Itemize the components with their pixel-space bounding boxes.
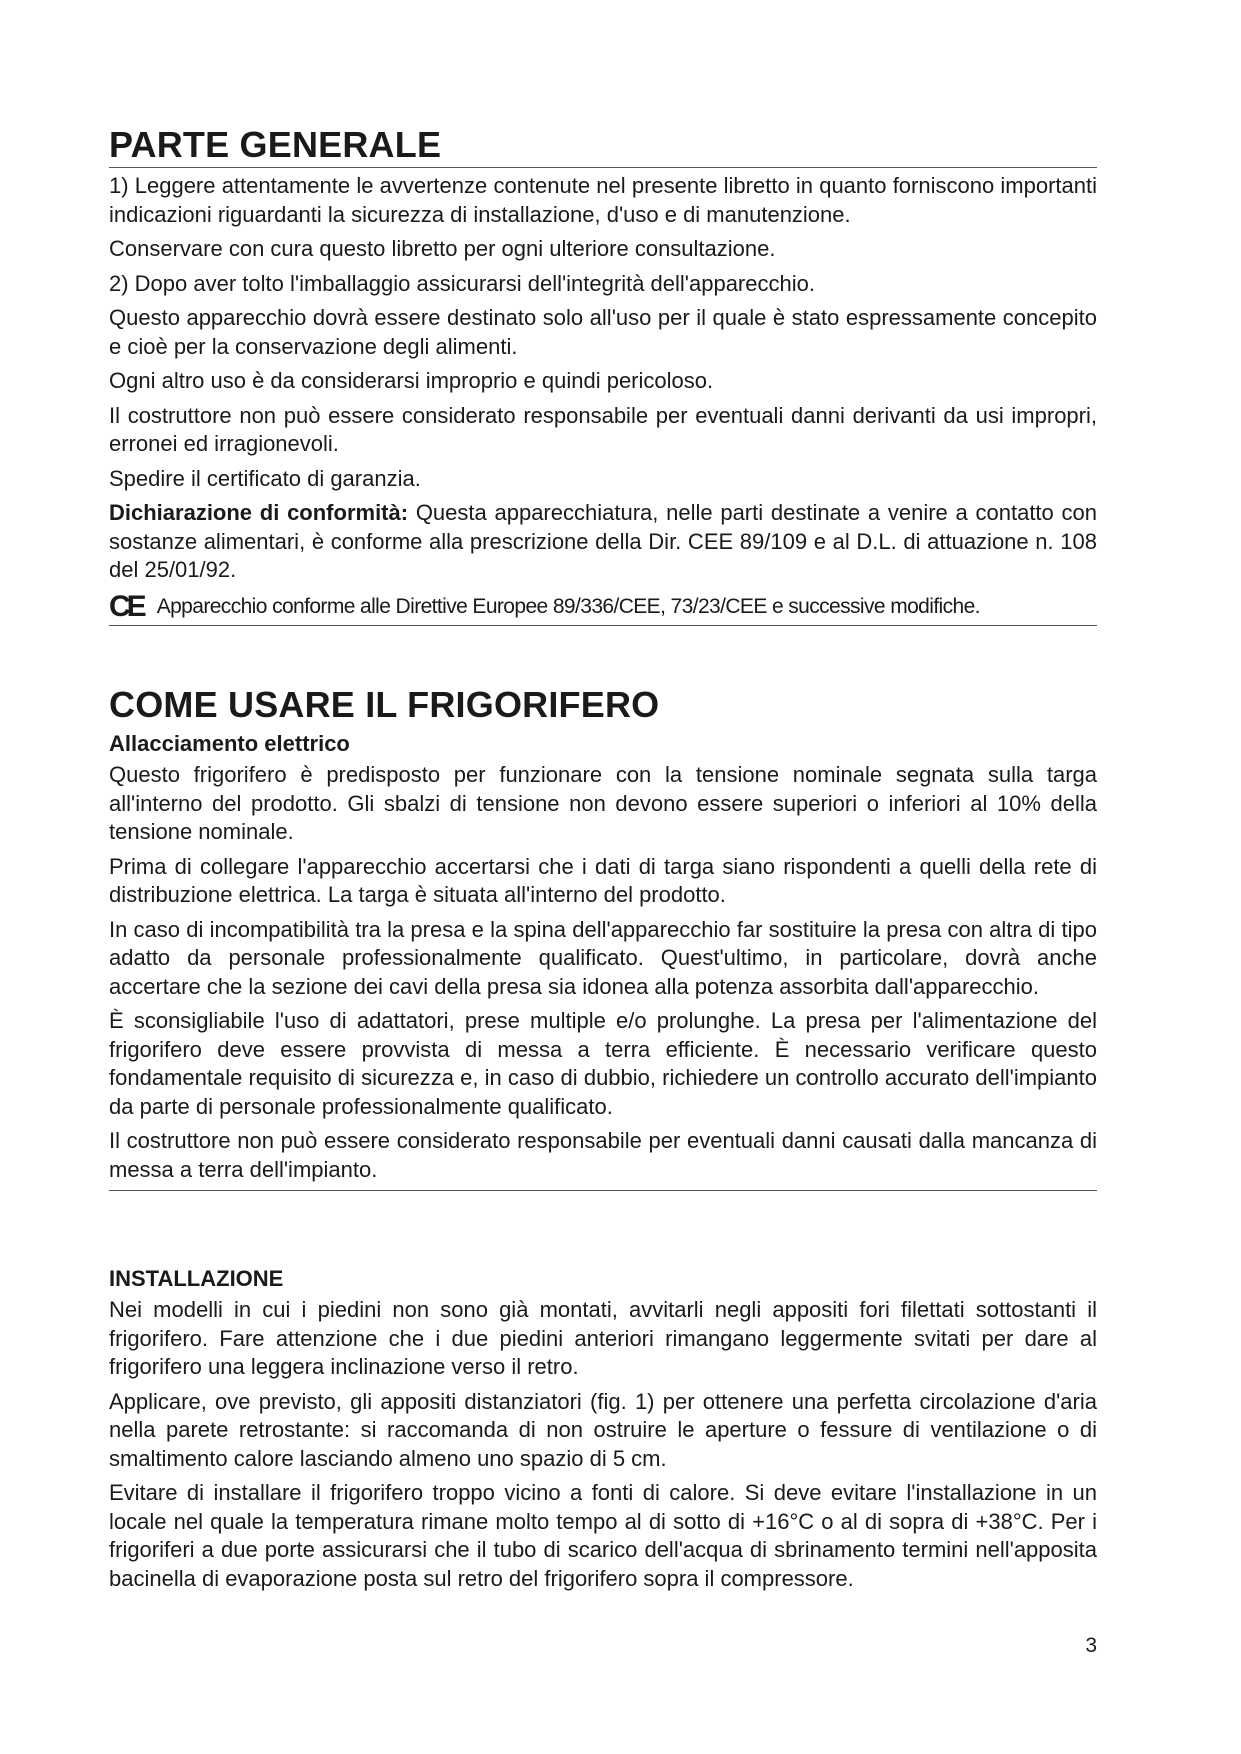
conformity-text: Questa apparecchiatura, nelle parti destinate a venire a contatto con sostanze alimentari, è conforme alla prescrizione della Dir. CEE 89/109 e al D.L. di attuazione n. 108 del 25/01/92. <box>109 500 1097 582</box>
paragraph: Evitare di installare il frigorifero troppo vicino a fonti di calore. Si deve evitare l'installazione in un locale nel quale la temperatura rimane molto tempo al di sotto di +16°C o al di sopra di +38°C. Per i frigoriferi a due porte assicurarsi che il tubo di scarico dell'acqua di sbrinamento termini nell'apposita bacinella di evaporazione posta sul retro del frigorifero sopra il compressore. <box>109 1480 1097 1591</box>
conformity-declaration <box>109 499 1097 585</box>
paragraph: Applicare, ove previsto, gli appositi distanziatori (fig. 1) per ottenere una perfetta circolazione d'aria nella parete retrostante: si raccomanda di non ostruire le aperture o fessure di ventilazione o di smaltimento calore lasciando almeno uno spazio di 5 cm. <box>109 1388 1097 1471</box>
paragraph: Questo apparecchio dovrà essere destinato solo all'uso per il quale è stato espressamente concepito e cioè per la conservazione degli alimenti. <box>109 305 1097 359</box>
paragraph: Conservare con cura questo libretto per ogni ulteriore consultazione. <box>109 236 776 261</box>
ce-declaration <box>109 591 1097 626</box>
paragraph: Questo frigorifero è predisposto per funzionare con la tensione nominale segnata sulla targa all'interno del prodotto. Gli sbalzi di tensione non devono essere superiori o inferiori al 10% della tensione nominale. <box>109 762 1097 844</box>
ce-text: Apparecchio conforme alle Direttive Europee 89/336/CEE, 73/23/CEE e successive modifiche. <box>156 594 980 618</box>
ce-mark-icon: CE <box>109 589 143 623</box>
page-number: 3 <box>1085 1634 1097 1657</box>
paragraph: Il costruttore non può essere considerato responsabile per eventuali danni derivanti da usi impropri, erronei ed irragionevoli. <box>109 402 1097 456</box>
section-title: COME USARE IL FRIGORIFERO <box>109 684 660 725</box>
paragraph: 1) Leggere attentamente le avvertenze contenute nel presente libretto in quanto forniscono importanti indicazioni riguardanti la sicurezza di installazione, d'uso e di manutenzione. <box>109 173 1097 227</box>
paragraph: Ogni altro uso è da considerarsi improprio e quindi pericoloso. <box>109 368 714 393</box>
section-come-usare <box>109 684 1097 1197</box>
conformity-label: Dichiarazione di conformità: <box>109 500 409 525</box>
paragraph: 2) Dopo aver tolto l'imballaggio assicurarsi dell'integrità dell'apparecchio. <box>109 270 815 296</box>
section-parte-generale <box>109 124 1097 626</box>
paragraph: Spedire il certificato di garanzia. <box>109 465 421 491</box>
paragraph: Prima di collegare l'apparecchio accertarsi che i dati di targa siano rispondenti a quelli della rete di distribuzione elettrica. La targa è situata all'interno del prodotto. <box>109 853 1097 907</box>
paragraph: In caso di incompatibilità tra la presa e la spina dell'apparecchio far sostituire la presa con altra di tipo adatto da personale professionalmente qualificato. Quest'ultimo, in particolare, dovrà anche accertare che la sezione dei cavi della presa sia idonea alla potenza assorbita dall'apparecchio. <box>109 916 1097 999</box>
paragraph: Il costruttore non può essere considerato responsabile per eventuali danni causati dalla mancanza di messa a terra dell'impianto. <box>109 1127 1097 1191</box>
section-installazione <box>109 1264 1097 1599</box>
paragraph: È sconsigliabile l'uso di adattatori, prese multiple e/o prolunghe. La presa per l'alimentazione del frigorifero deve essere provvista di messa a terra efficiente. È necessario verificare questo fondamentale requisito di sicurezza e, in caso di dubbio, richiedere un controllo accurato dell'impianto da parte di personale professionalmente qualificato. <box>109 1008 1097 1119</box>
section-title: PARTE GENERALE <box>109 124 1097 168</box>
paragraph: Nei modelli in cui i piedini non sono già montati, avvitarli negli appositi fori filettati sottostanti il frigorifero. Fare attenzione che i due piedini anteriori rimangano leggermente svitati per dare al frigorifero una leggera inclinazione verso il retro. <box>109 1297 1097 1379</box>
subsection-title: Allacciamento elettrico <box>109 731 350 756</box>
subsection-title: INSTALLAZIONE <box>109 1266 284 1291</box>
